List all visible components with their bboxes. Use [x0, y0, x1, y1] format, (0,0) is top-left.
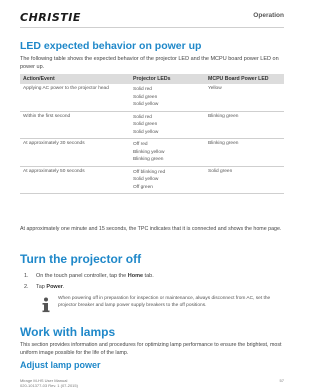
- christie-logo: CHRISTIE: [20, 11, 81, 24]
- event-cell: Within the first second: [20, 111, 130, 139]
- table-row: [20, 84, 284, 111]
- projector-leds-cell: [130, 166, 205, 194]
- led-after-text: At approximately one minute and 15 seconds, the TPC indicates that it is connected and shows the home page.: [20, 226, 282, 232]
- info-icon: [40, 297, 52, 313]
- table-row: [20, 111, 284, 139]
- table-row: [20, 139, 284, 167]
- column-header: Projector LEDs: [130, 74, 205, 84]
- projector-leds-cell: [130, 84, 205, 111]
- led-state: Solid red: [133, 114, 152, 120]
- page-header: [20, 11, 284, 27]
- led-state: Solid green: [133, 122, 158, 127]
- led-state: Blinking green: [133, 157, 164, 162]
- manual-title: Mirage M-HS User Manual: [20, 378, 68, 383]
- turn-off-step-2: [24, 284, 64, 290]
- led-state: Off blinking red: [133, 169, 166, 175]
- mcpu-led-cell: Blinking green: [205, 111, 284, 139]
- step-number: 2.: [24, 284, 29, 290]
- turn-off-heading: Turn the projector off: [20, 252, 142, 266]
- led-state: Off red: [133, 142, 148, 147]
- led-state: Solid yellow: [133, 129, 159, 135]
- projector-leds-cell: [130, 111, 205, 139]
- led-state: Solid green: [133, 94, 158, 100]
- mcpu-led-cell: Blinking green: [205, 139, 284, 167]
- adjust-lamp-power-heading: Adjust lamp power: [20, 360, 101, 370]
- column-header: Action/Event: [20, 74, 130, 84]
- home-tab-ref: Home: [127, 273, 144, 279]
- note-text: When powering off in preparation for inspection or maintenance, always disconnect from AC, set the projector breaker and lamp power supply breakers to the off positions.: [58, 296, 271, 308]
- header-divider: [20, 27, 284, 28]
- projector-leds-cell: [130, 139, 205, 167]
- led-state: Solid yellow: [133, 102, 159, 107]
- led-state: Solid red: [133, 87, 152, 92]
- step-number: 1.: [24, 273, 29, 279]
- lamps-heading: Work with lamps: [20, 325, 116, 339]
- step-text: tab.: [143, 273, 154, 279]
- led-state: Off green: [133, 184, 153, 190]
- event-cell: At approximately 50 seconds: [20, 166, 130, 194]
- led-state: Solid yellow: [133, 177, 159, 182]
- step-text: On the touch panel controller, tap the: [36, 273, 128, 279]
- power-button-ref: Power: [46, 284, 63, 290]
- section-name: Operation: [253, 12, 284, 19]
- event-cell: Applying AC power to the projector head: [20, 84, 130, 111]
- led-behavior-table: [20, 74, 284, 194]
- led-state: Blinking yellow: [133, 149, 165, 155]
- led-intro: The following table shows the expected behavior of the projector LED and the MCPU board power LED on power up.: [20, 56, 279, 70]
- column-header: MCPU Board Power LED: [205, 74, 284, 84]
- turn-off-step-1: [24, 273, 154, 279]
- mcpu-led-cell: Solid green: [205, 166, 284, 194]
- mcpu-led-cell: Yellow: [205, 84, 284, 111]
- step-text: Tap: [36, 284, 47, 290]
- page-number: 57: [279, 378, 284, 383]
- table-header-row: [20, 74, 284, 84]
- step-text: .: [62, 284, 65, 290]
- table-row: [20, 166, 284, 194]
- lamps-intro: This section provides information and procedures for optimizing lamp performance to ensure the brightest, most uniform image possible for the life of the lamp.: [20, 342, 282, 356]
- event-cell: At approximately 30 seconds: [20, 139, 130, 167]
- led-heading: LED expected behavior on power up: [20, 40, 202, 52]
- info-note: [40, 296, 285, 320]
- manual-revision: 020-101377-03 Rev. 1 (07-2015): [20, 383, 78, 388]
- footer: [20, 378, 78, 388]
